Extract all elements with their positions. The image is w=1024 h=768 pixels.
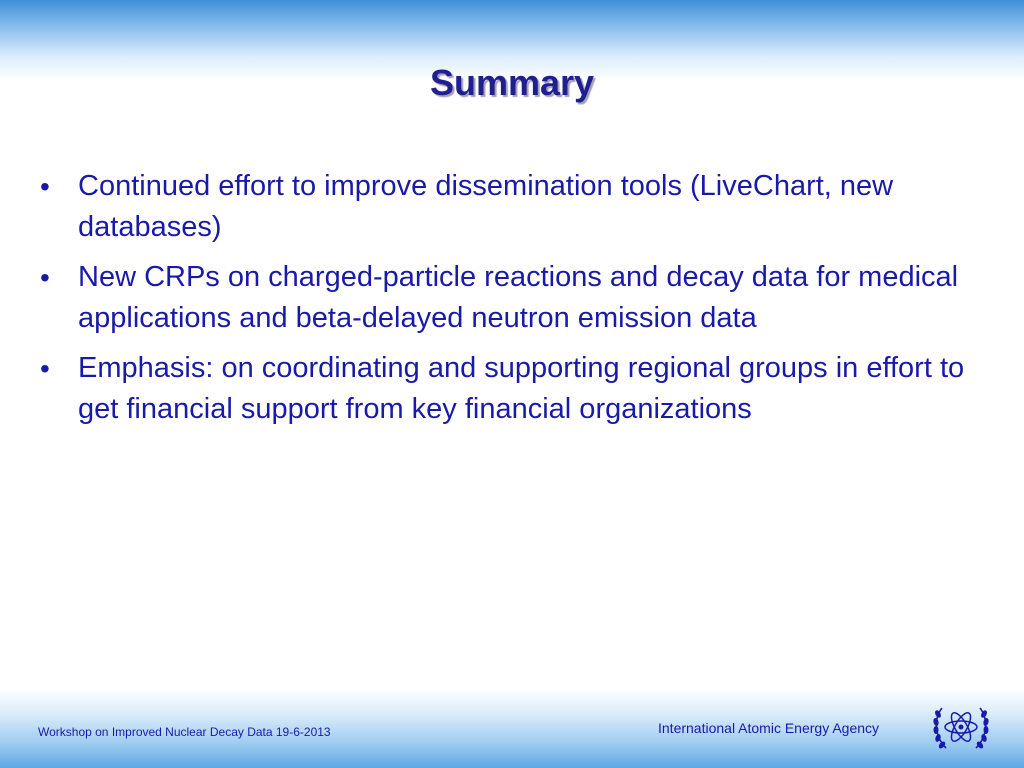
bullet-dot: •	[40, 353, 50, 384]
bullet-dot: •	[40, 262, 50, 293]
iaea-logo-icon	[930, 700, 992, 756]
bullet-text: Continued effort to improve dissemination tools (LiveChart, new databases)	[78, 170, 894, 243]
bullet-dot: •	[40, 171, 50, 202]
bullet-item	[40, 166, 990, 248]
bullet-item	[40, 257, 990, 339]
bullet-text: New CRPs on charged-particle reactions and decay data for medical applications and beta-delayed neutron emission data	[78, 261, 959, 334]
bullet-list	[40, 166, 990, 439]
bullet-item	[40, 348, 990, 430]
footer-organization-text: International Atomic Energy Agency	[658, 720, 880, 736]
slide-title: Summary	[429, 62, 595, 103]
footer-event-text: Workshop on Improved Nuclear Decay Data 19-6-2013	[38, 725, 331, 739]
bullet-text: Emphasis: on coordinating and supporting regional groups in effort to get financial support from key financial organizations	[78, 352, 965, 425]
